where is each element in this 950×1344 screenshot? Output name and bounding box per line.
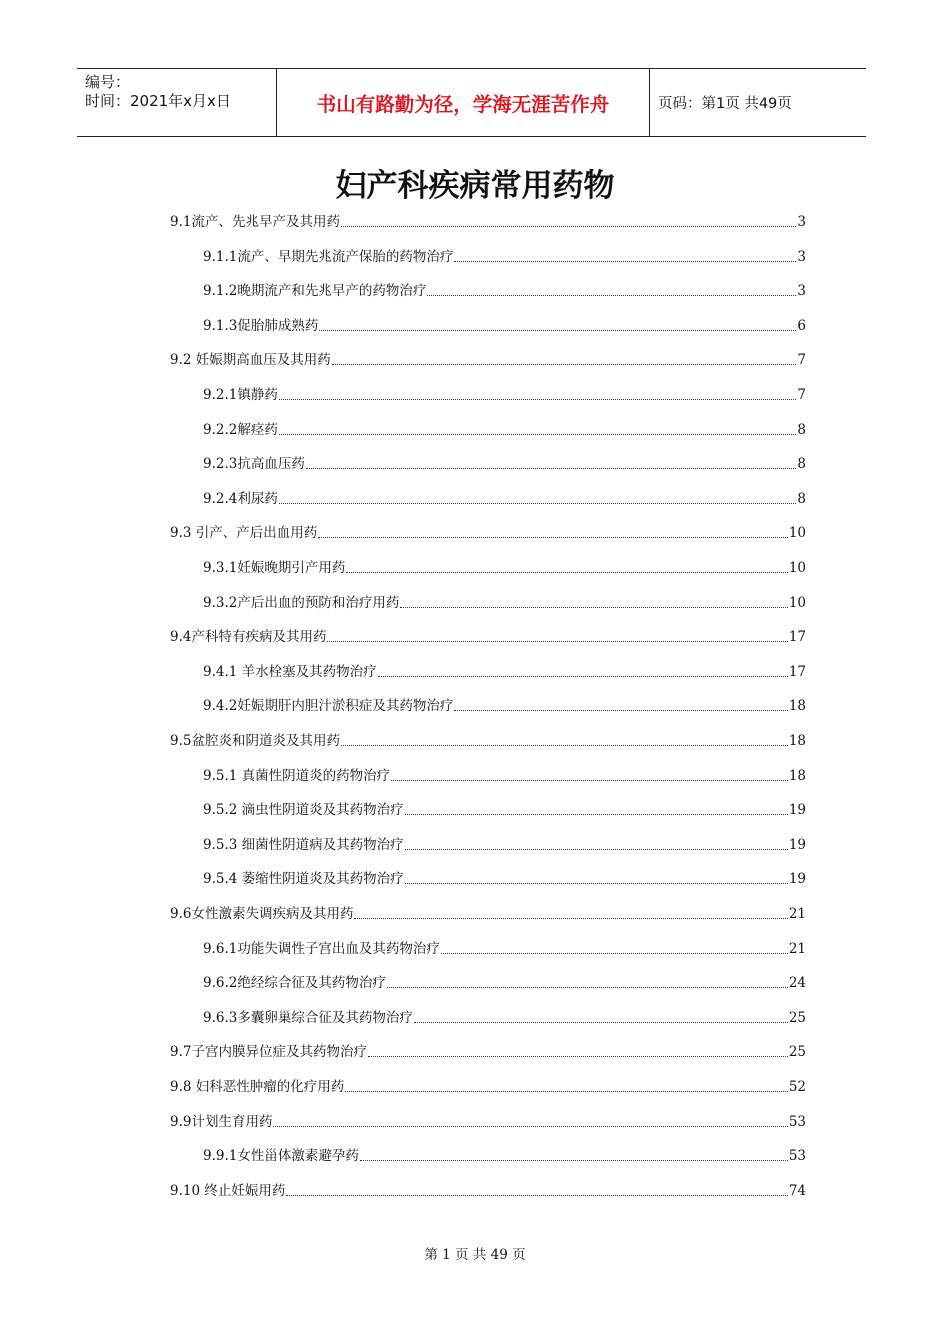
- toc-entry[interactable]: [170, 728, 806, 750]
- header-page-info: 页码：第1页 共49页: [658, 96, 792, 112]
- toc-entry[interactable]: [203, 278, 806, 300]
- toc-leader-dots: [360, 1159, 788, 1161]
- toc-entry[interactable]: [203, 936, 806, 958]
- toc-entry-page: 52: [788, 1079, 806, 1095]
- toc-entry-page: 10: [788, 594, 806, 611]
- toc-leader-dots: [319, 329, 796, 331]
- toc-entry-label: 9.5.4 萎缩性阴道炎及其药物治疗: [203, 871, 404, 888]
- toc-entry-page: 19: [788, 871, 806, 888]
- toc-entry-page: 21: [788, 906, 806, 922]
- toc-leader-dots: [341, 225, 796, 227]
- toc-leader-dots: [405, 813, 788, 815]
- toc-leader-dots: [391, 779, 788, 781]
- toc-entry-label: 9.4.1 羊水栓塞及其药物治疗: [203, 663, 377, 680]
- toc-leader-dots: [345, 1090, 788, 1092]
- toc-entry-label: 9.5.3 细菌性阴道病及其药物治疗: [203, 836, 404, 853]
- toc-leader-dots: [354, 917, 787, 919]
- toc-entry[interactable]: [170, 209, 806, 231]
- toc-entry-page: 6: [797, 317, 806, 334]
- toc-entry[interactable]: [203, 1005, 806, 1027]
- toc-leader-dots: [286, 1194, 787, 1196]
- toc-entry-page: 17: [788, 629, 806, 646]
- toc-entry-page: 18: [788, 767, 806, 784]
- toc-entry[interactable]: [203, 832, 806, 854]
- document-title: 妇产科疾病常用药物: [335, 168, 615, 204]
- toc-entry[interactable]: [170, 624, 806, 646]
- toc-entry[interactable]: [203, 382, 806, 404]
- toc-entry[interactable]: [170, 1074, 806, 1096]
- toc-entry[interactable]: [203, 451, 806, 473]
- toc-leader-dots: [400, 606, 787, 608]
- toc-entry-label: 9.6女性激素失调疾病及其用药: [170, 906, 354, 922]
- toc-entry[interactable]: [170, 520, 806, 542]
- toc-leader-dots: [368, 1055, 788, 1057]
- toc-entry[interactable]: [203, 417, 806, 439]
- toc-entry[interactable]: [203, 797, 806, 819]
- number-label: 编号：: [85, 73, 131, 91]
- toc-entry-page: 3: [797, 214, 806, 230]
- toc-entry-label: 9.2.1镇静药: [203, 387, 278, 403]
- toc-entry-page: 19: [788, 836, 806, 853]
- toc-leader-dots: [427, 294, 796, 296]
- toc-entry-label: 9.7子宫内膜异位症及其药物治疗: [170, 1044, 367, 1061]
- toc-entry[interactable]: [203, 244, 806, 266]
- toc-entry-page: 8: [797, 456, 806, 473]
- toc-entry-page: 25: [788, 1044, 806, 1061]
- toc-leader-dots: [454, 260, 796, 262]
- toc-entry-page: 3: [797, 283, 806, 300]
- toc-leader-dots: [387, 986, 788, 988]
- toc-entry-page: 19: [788, 802, 806, 819]
- toc-entry[interactable]: [170, 1178, 806, 1200]
- toc-leader-dots: [273, 1125, 787, 1127]
- toc-entry-label: 9.3.2产后出血的预防和治疗用药: [203, 594, 400, 611]
- toc-entry-page: 21: [788, 940, 806, 957]
- toc-leader-dots: [378, 675, 788, 677]
- toc-entry-page: 74: [788, 1182, 806, 1199]
- toc-entry[interactable]: [170, 347, 806, 369]
- toc-entry-label: 9.1.2晚期流产和先兆早产的药物治疗: [203, 283, 427, 300]
- toc-leader-dots: [279, 433, 797, 435]
- toc-entry-label: 9.2.4利尿药: [203, 490, 278, 507]
- toc-entry-page: 7: [797, 352, 806, 369]
- toc-entry-label: 9.4产科特有疾病及其用药: [170, 629, 327, 646]
- toc-entry-label: 9.8 妇科恶性肿瘤的化疗用药: [170, 1079, 345, 1095]
- toc-entry-page: 18: [788, 698, 806, 715]
- toc-entry-label: 9.10 终止妊娠用药: [170, 1182, 286, 1199]
- toc-entry-label: 9.3.1妊娠晚期引产用药: [203, 560, 346, 576]
- toc-leader-dots: [405, 848, 788, 850]
- toc-entry[interactable]: [203, 866, 806, 888]
- toc-leader-dots: [441, 952, 788, 954]
- toc-entry[interactable]: [203, 590, 806, 612]
- toc-entry[interactable]: [170, 1039, 806, 1061]
- toc-entry-label: 9.6.2绝经综合征及其药物治疗: [203, 975, 386, 992]
- toc-entry[interactable]: [170, 901, 806, 923]
- toc-entry-page: 18: [788, 733, 806, 749]
- page-footer: 第 1 页 共 49 页: [424, 1247, 526, 1263]
- toc-entry-page: 8: [797, 421, 806, 438]
- toc-leader-dots: [341, 744, 788, 746]
- toc-entry-page: 10: [788, 525, 806, 542]
- toc-entry-label: 9.5.1 真菌性阴道炎的药物治疗: [203, 767, 391, 784]
- toc-entry-label: 9.1.3促胎肺成熟药: [203, 317, 319, 334]
- toc-entry[interactable]: [203, 763, 806, 785]
- toc-entry-label: 9.1.1流产、早期先兆流产保胎的药物治疗: [203, 248, 454, 265]
- toc-entry-page: 24: [788, 975, 806, 992]
- toc-entry-page: 3: [797, 248, 806, 265]
- toc-leader-dots: [414, 1021, 788, 1023]
- toc-entry-page: 7: [797, 387, 806, 403]
- toc-entry-page: 53: [788, 1113, 806, 1130]
- toc-entry-label: 9.5盆腔炎和阴道炎及其用药: [170, 733, 340, 749]
- toc-entry[interactable]: [203, 970, 806, 992]
- toc-entry-page: 10: [788, 560, 806, 576]
- toc-entry-label: 9.2 妊娠期高血压及其用药: [170, 352, 331, 369]
- header-motto: 书山有路勤为径，学海无涯苦作舟: [277, 69, 650, 136]
- toc-leader-dots: [346, 571, 787, 573]
- time-label: 时间：2021年x月x日: [85, 92, 231, 110]
- toc-entry-page: 8: [797, 490, 806, 507]
- toc-entry[interactable]: [203, 313, 806, 335]
- toc-entry-label: 9.9计划生育用药: [170, 1113, 273, 1130]
- toc-leader-dots: [454, 709, 787, 711]
- toc-leader-dots: [318, 536, 788, 538]
- toc-entry-page: 53: [788, 1148, 806, 1165]
- toc-entry-page: 17: [788, 663, 806, 680]
- toc-entry-label: 9.6.3多囊卵巢综合征及其药物治疗: [203, 1009, 413, 1026]
- toc-entry[interactable]: [203, 555, 806, 577]
- toc-entry-label: 9.9.1女性甾体激素避孕药: [203, 1148, 359, 1165]
- toc-leader-dots: [405, 882, 788, 884]
- toc-leader-dots: [332, 363, 797, 365]
- toc-entry-label: 9.2.2解痉药: [203, 421, 278, 438]
- toc-entry[interactable]: [203, 1143, 806, 1165]
- toc-entry[interactable]: [170, 1109, 806, 1131]
- toc-leader-dots: [279, 502, 797, 504]
- toc-entry[interactable]: [203, 486, 806, 508]
- toc-entry-page: 25: [788, 1009, 806, 1026]
- toc-entry-label: 9.5.2 滴虫性阴道炎及其药物治疗: [203, 802, 404, 819]
- toc-entry[interactable]: [203, 693, 806, 715]
- toc-entry[interactable]: [203, 659, 806, 681]
- toc-entry-label: 9.1流产、先兆早产及其用药: [170, 214, 340, 230]
- toc-leader-dots: [279, 398, 797, 400]
- toc-entry-label: 9.6.1功能失调性子宫出血及其药物治疗: [203, 940, 440, 957]
- toc-entry-label: 9.4.2妊娠期肝内胆汁淤积症及其药物治疗: [203, 698, 454, 715]
- toc-leader-dots: [327, 640, 787, 642]
- toc-leader-dots: [306, 467, 797, 469]
- toc-entry-label: 9.3 引产、产后出血用药: [170, 525, 318, 542]
- toc-entry-label: 9.2.3抗高血压药: [203, 456, 305, 473]
